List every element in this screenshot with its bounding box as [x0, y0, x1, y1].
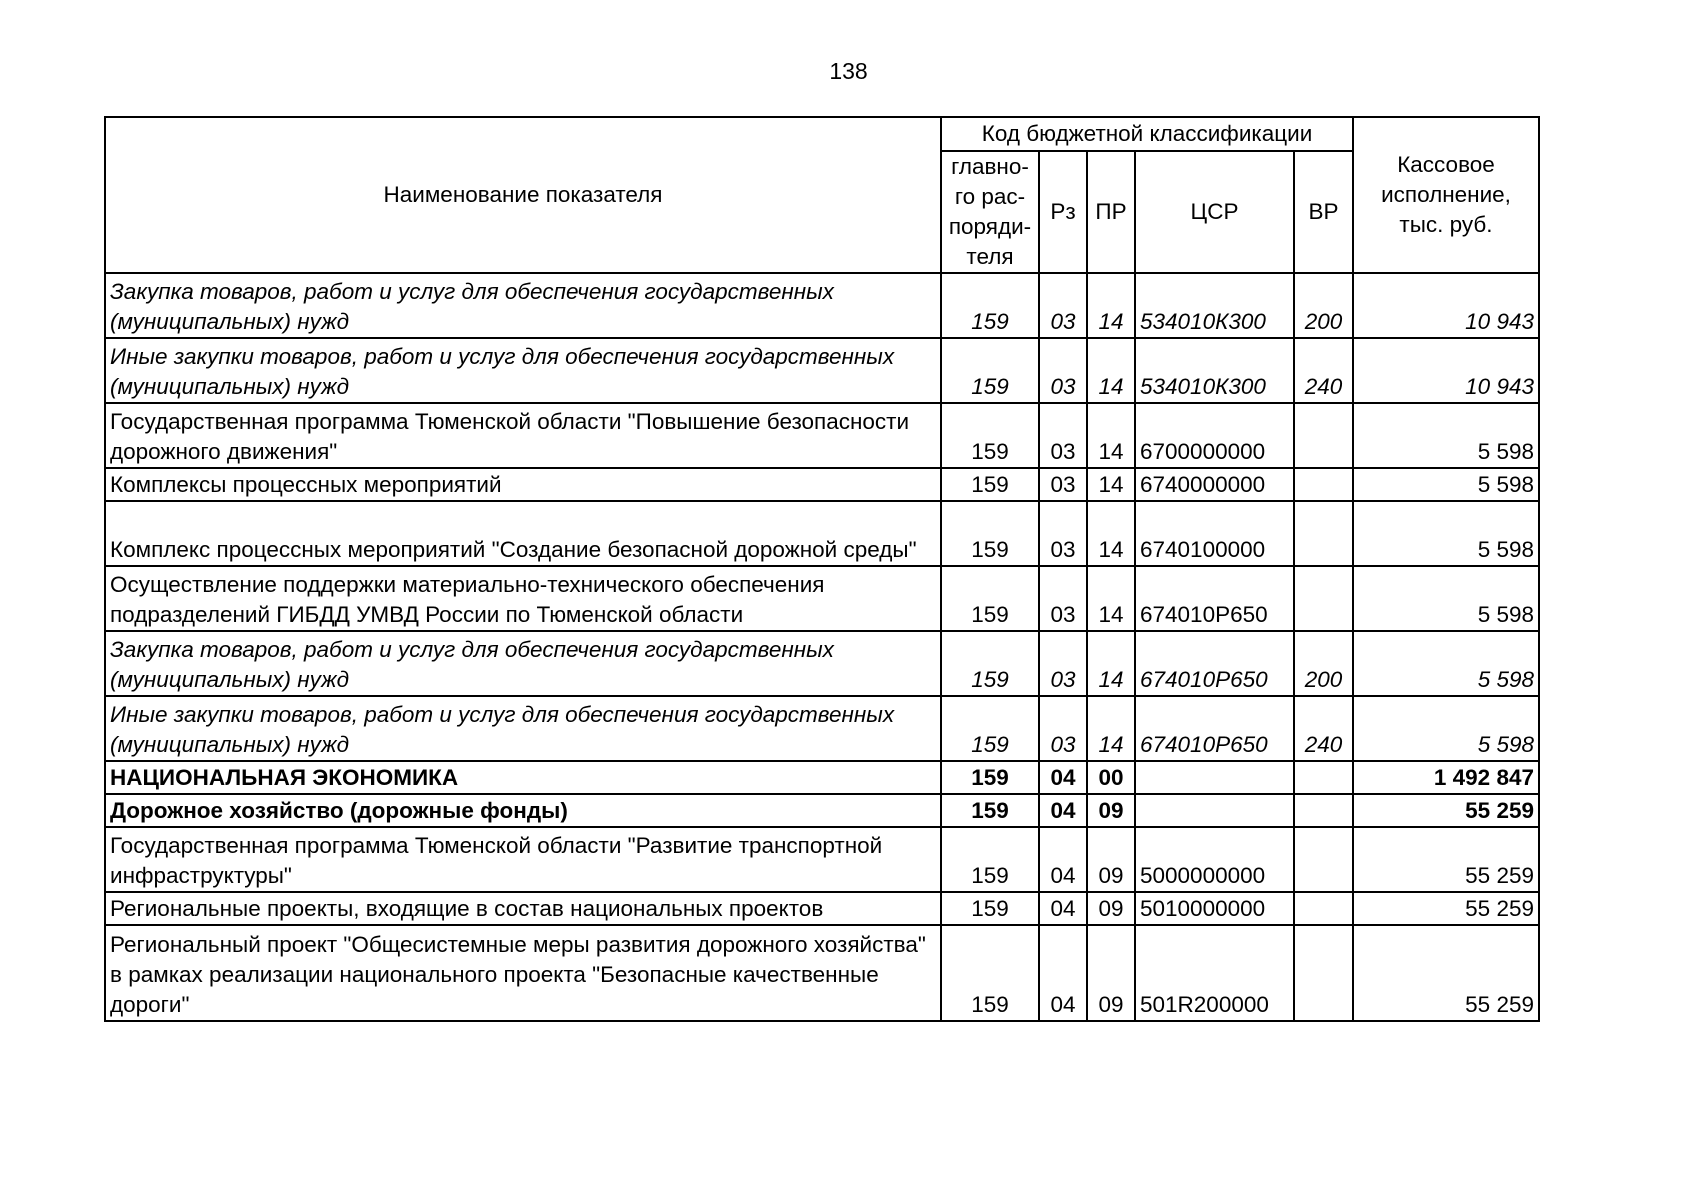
row-pr-code: 14 — [1087, 403, 1135, 468]
row-csr-code: 674010Р650 — [1135, 696, 1294, 761]
row-vr-code — [1294, 827, 1353, 892]
row-amount: 55 259 — [1353, 892, 1539, 925]
table-header — [105, 117, 1539, 273]
row-amount: 5 598 — [1353, 468, 1539, 501]
header-amount: Кассовое исполнение, тыс. руб. — [1353, 117, 1539, 273]
row-name: Комплексы процессных мероприятий — [105, 468, 941, 501]
row-csr-code: 534010К300 — [1135, 273, 1294, 338]
row-pr-code: 14 — [1087, 566, 1135, 631]
row-rz-code: 03 — [1039, 566, 1087, 631]
page-number: 138 — [829, 58, 868, 84]
row-vr-code — [1294, 925, 1353, 1021]
row-name: Иные закупки товаров, работ и услуг для обеспечения государственных (муниципальных) нужд — [105, 338, 941, 403]
table-body — [105, 273, 1539, 1021]
row-csr-code: 5010000000 — [1135, 892, 1294, 925]
row-name: Региональные проекты, входящие в состав национальных проектов — [105, 892, 941, 925]
header-glavny: главно-го рас-поряди-теля — [941, 151, 1039, 273]
row-csr-code — [1135, 794, 1294, 827]
header-name: Наименование показателя — [105, 117, 941, 273]
table-row — [105, 273, 1539, 338]
table-row — [105, 827, 1539, 892]
row-amount: 5 598 — [1353, 696, 1539, 761]
row-name: Осуществление поддержки материально-технического обеспечения подразделений ГИБДД УМВД России по Тюменской области — [105, 566, 941, 631]
row-vr-code — [1294, 468, 1353, 501]
row-glavny-code: 159 — [941, 761, 1039, 794]
row-name: Иные закупки товаров, работ и услуг для обеспечения государственных (муниципальных) нужд — [105, 696, 941, 761]
row-csr-code: 674010Р650 — [1135, 566, 1294, 631]
row-pr-code: 09 — [1087, 794, 1135, 827]
table-row — [105, 631, 1539, 696]
row-name: Дорожное хозяйство (дорожные фонды) — [105, 794, 941, 827]
row-vr-code: 240 — [1294, 696, 1353, 761]
row-csr-code: 6700000000 — [1135, 403, 1294, 468]
row-glavny-code: 159 — [941, 892, 1039, 925]
row-rz-code: 04 — [1039, 892, 1087, 925]
table-row — [105, 566, 1539, 631]
row-vr-code — [1294, 501, 1353, 566]
table-row — [105, 794, 1539, 827]
table-row — [105, 501, 1539, 566]
row-vr-code: 200 — [1294, 273, 1353, 338]
row-name: Государственная программа Тюменской области "Развитие транспортной инфраструктуры" — [105, 827, 941, 892]
row-pr-code: 09 — [1087, 925, 1135, 1021]
row-vr-code: 240 — [1294, 338, 1353, 403]
row-csr-code: 501R200000 — [1135, 925, 1294, 1021]
row-rz-code: 03 — [1039, 273, 1087, 338]
row-rz-code: 03 — [1039, 468, 1087, 501]
row-csr-code: 6740000000 — [1135, 468, 1294, 501]
row-rz-code: 04 — [1039, 761, 1087, 794]
row-vr-code — [1294, 892, 1353, 925]
row-name: Государственная программа Тюменской области "Повышение безопасности дорожного движения" — [105, 403, 941, 468]
header-csr: ЦСР — [1135, 151, 1294, 273]
table-row — [105, 925, 1539, 1021]
row-amount: 10 943 — [1353, 273, 1539, 338]
row-name: Закупка товаров, работ и услуг для обеспечения государственных (муниципальных) нужд — [105, 631, 941, 696]
row-vr-code — [1294, 761, 1353, 794]
row-pr-code: 14 — [1087, 631, 1135, 696]
row-amount: 10 943 — [1353, 338, 1539, 403]
row-csr-code: 5000000000 — [1135, 827, 1294, 892]
row-pr-code: 14 — [1087, 501, 1135, 566]
row-amount: 5 598 — [1353, 566, 1539, 631]
row-glavny-code: 159 — [941, 338, 1039, 403]
row-glavny-code: 159 — [941, 468, 1039, 501]
row-csr-code — [1135, 761, 1294, 794]
row-amount: 5 598 — [1353, 403, 1539, 468]
row-glavny-code: 159 — [941, 501, 1039, 566]
row-csr-code: 534010К300 — [1135, 338, 1294, 403]
row-pr-code: 14 — [1087, 696, 1135, 761]
row-amount: 55 259 — [1353, 827, 1539, 892]
table-row — [105, 468, 1539, 501]
row-glavny-code: 159 — [941, 403, 1039, 468]
row-pr-code: 09 — [1087, 892, 1135, 925]
header-rz: Рз — [1039, 151, 1087, 273]
row-rz-code: 03 — [1039, 338, 1087, 403]
budget-table — [104, 116, 1540, 1022]
row-amount: 55 259 — [1353, 794, 1539, 827]
row-glavny-code: 159 — [941, 925, 1039, 1021]
row-glavny-code: 159 — [941, 631, 1039, 696]
row-name: Региональный проект "Общесистемные меры развития дорожного хозяйства" в рамках реализации национального проекта "Безопасные качественные дороги" — [105, 925, 941, 1021]
row-rz-code: 03 — [1039, 403, 1087, 468]
row-glavny-code: 159 — [941, 696, 1039, 761]
row-glavny-code: 159 — [941, 273, 1039, 338]
row-vr-code — [1294, 403, 1353, 468]
row-vr-code: 200 — [1294, 631, 1353, 696]
row-rz-code: 03 — [1039, 631, 1087, 696]
table-row — [105, 761, 1539, 794]
header-pr: ПР — [1087, 151, 1135, 273]
row-name: НАЦИОНАЛЬНАЯ ЭКОНОМИКА — [105, 761, 941, 794]
table-row — [105, 403, 1539, 468]
row-pr-code: 14 — [1087, 273, 1135, 338]
row-rz-code: 03 — [1039, 696, 1087, 761]
row-amount: 1 492 847 — [1353, 761, 1539, 794]
table-row — [105, 892, 1539, 925]
row-vr-code — [1294, 566, 1353, 631]
row-glavny-code: 159 — [941, 794, 1039, 827]
row-csr-code: 6740100000 — [1135, 501, 1294, 566]
header-code-group: Код бюджетной классификации — [941, 117, 1353, 151]
row-pr-code: 09 — [1087, 827, 1135, 892]
row-rz-code: 03 — [1039, 501, 1087, 566]
row-amount: 55 259 — [1353, 925, 1539, 1021]
row-csr-code: 674010Р650 — [1135, 631, 1294, 696]
row-glavny-code: 159 — [941, 566, 1039, 631]
row-amount: 5 598 — [1353, 631, 1539, 696]
header-vr: ВР — [1294, 151, 1353, 273]
row-glavny-code: 159 — [941, 827, 1039, 892]
table-row — [105, 696, 1539, 761]
row-name: Комплекс процессных мероприятий "Создание безопасной дорожной среды" — [105, 501, 941, 566]
row-pr-code: 14 — [1087, 468, 1135, 501]
row-name: Закупка товаров, работ и услуг для обеспечения государственных (муниципальных) нужд — [105, 273, 941, 338]
row-pr-code: 14 — [1087, 338, 1135, 403]
row-pr-code: 00 — [1087, 761, 1135, 794]
table-row — [105, 338, 1539, 403]
row-rz-code: 04 — [1039, 794, 1087, 827]
row-rz-code: 04 — [1039, 925, 1087, 1021]
row-vr-code — [1294, 794, 1353, 827]
row-rz-code: 04 — [1039, 827, 1087, 892]
row-amount: 5 598 — [1353, 501, 1539, 566]
